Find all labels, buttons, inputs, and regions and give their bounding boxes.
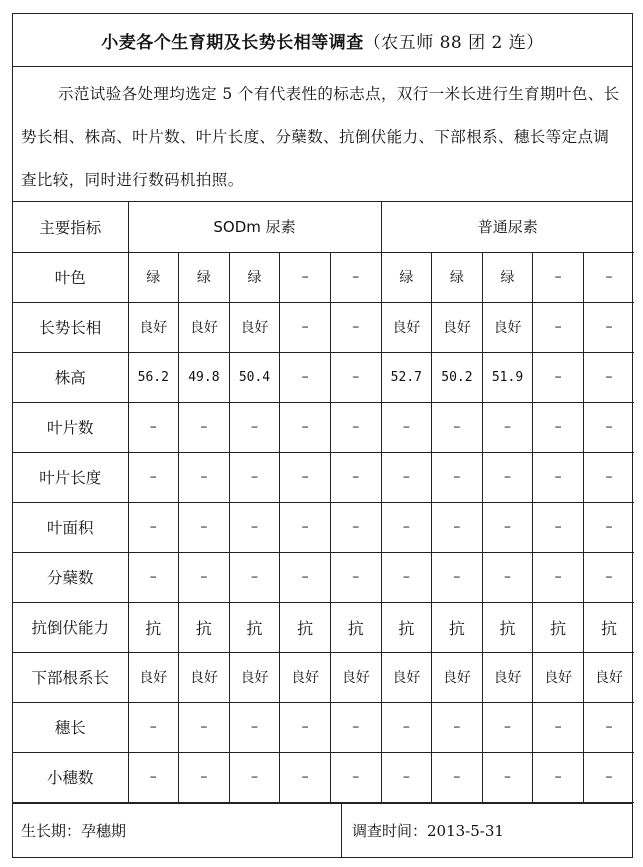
table-row: [13, 352, 634, 402]
table-cell: 良好: [381, 652, 432, 702]
document-title: [13, 14, 632, 67]
table-cell: 抗: [533, 602, 584, 652]
survey-sheet: [12, 13, 633, 858]
table-cell: 绿: [179, 252, 230, 302]
row-label: 叶色: [13, 252, 128, 302]
table-row: [13, 402, 634, 452]
table-cell: –: [533, 252, 584, 302]
survey-time: 调查时间：2013-5-31: [352, 822, 504, 840]
table-cell: –: [583, 702, 634, 752]
table-cell: 良好: [179, 302, 230, 352]
table-cell: –: [482, 752, 533, 802]
table-cell: –: [280, 452, 331, 502]
table-cell: 50.2: [432, 352, 483, 402]
table-cell: –: [330, 502, 381, 552]
table-cell: –: [381, 452, 432, 502]
table-cell: –: [533, 502, 584, 552]
row-label: 穗长: [13, 702, 128, 752]
table-cell: –: [432, 702, 483, 752]
table-row: [13, 752, 634, 802]
row-label: 小穗数: [13, 752, 128, 802]
table-cell: –: [280, 252, 331, 302]
header-indicator-label: 主要指标: [13, 202, 128, 252]
table-row: [13, 702, 634, 752]
row-label: 长势长相: [13, 302, 128, 352]
table-cell: –: [179, 552, 230, 602]
table-cell: –: [583, 352, 634, 402]
table-cell: 良好: [583, 652, 634, 702]
table-cell: 50.4: [229, 352, 280, 402]
table-cell: 良好: [229, 652, 280, 702]
table-cell: –: [179, 402, 230, 452]
title-suffix: （农五师 88 团 2 连）: [363, 32, 544, 53]
table-cell: –: [432, 452, 483, 502]
table-cell: –: [330, 402, 381, 452]
table-cell: –: [229, 702, 280, 752]
table-cell: –: [179, 452, 230, 502]
table-cell: 抗: [280, 602, 331, 652]
table-cell: 良好: [533, 652, 584, 702]
table-row: [13, 602, 634, 652]
table-cell: –: [229, 552, 280, 602]
table-cell: –: [330, 702, 381, 752]
row-label: 叶片长度: [13, 452, 128, 502]
footer-row: [13, 803, 632, 858]
table-cell: 良好: [229, 302, 280, 352]
table-cell: 绿: [432, 252, 483, 302]
table-cell: –: [330, 452, 381, 502]
table-cell: 抗: [482, 602, 533, 652]
group-header-sodm: SODm 尿素: [128, 202, 381, 252]
table-cell: –: [583, 502, 634, 552]
table-cell: –: [432, 502, 483, 552]
table-cell: 49.8: [179, 352, 230, 402]
table-cell: 绿: [482, 252, 533, 302]
table-cell: –: [229, 402, 280, 452]
table-row: [13, 552, 634, 602]
table-cell: –: [179, 702, 230, 752]
table-cell: –: [482, 502, 533, 552]
table-cell: 51.9: [482, 352, 533, 402]
table-cell: –: [280, 402, 331, 452]
table-cell: –: [280, 752, 331, 802]
table-row: [13, 652, 634, 702]
table-cell: –: [128, 752, 179, 802]
table-row: [13, 452, 634, 502]
table-cell: –: [128, 702, 179, 752]
table-cell: –: [280, 502, 331, 552]
table-cell: –: [583, 552, 634, 602]
table-cell: –: [533, 302, 584, 352]
table-cell: –: [229, 502, 280, 552]
table-cell: –: [330, 252, 381, 302]
table-cell: 良好: [128, 302, 179, 352]
table-cell: –: [583, 752, 634, 802]
table-cell: –: [280, 552, 331, 602]
table-cell: –: [533, 752, 584, 802]
table-cell: –: [583, 452, 634, 502]
table-row: [13, 502, 634, 552]
table-row: [13, 302, 634, 352]
table-cell: –: [280, 702, 331, 752]
table-cell: 56.2: [128, 352, 179, 402]
table-cell: 52.7: [381, 352, 432, 402]
table-cell: –: [533, 552, 584, 602]
table-cell: –: [179, 752, 230, 802]
table-cell: 抗: [330, 602, 381, 652]
table-cell: 良好: [179, 652, 230, 702]
table-header-row: [13, 202, 634, 252]
row-label: 株高: [13, 352, 128, 402]
table-cell: –: [482, 552, 533, 602]
group-header-normal: 普通尿素: [381, 202, 634, 252]
table-cell: 抗: [128, 602, 179, 652]
table-cell: 良好: [432, 652, 483, 702]
table-cell: 良好: [381, 302, 432, 352]
table-cell: –: [432, 552, 483, 602]
table-cell: –: [583, 302, 634, 352]
table-cell: –: [381, 552, 432, 602]
table-cell: –: [533, 352, 584, 402]
table-cell: 抗: [229, 602, 280, 652]
table-cell: –: [330, 552, 381, 602]
table-cell: –: [533, 402, 584, 452]
table-cell: 绿: [128, 252, 179, 302]
table-cell: –: [330, 352, 381, 402]
table-cell: –: [128, 402, 179, 452]
table-cell: –: [330, 752, 381, 802]
table-cell: –: [179, 502, 230, 552]
table-cell: –: [280, 302, 331, 352]
table-cell: –: [229, 452, 280, 502]
intro-paragraph: 示范试验各处理均选定 5 个有代表性的标志点，双行一米长进行生育期叶色、长势长相、株高、叶片数、叶片长度、分蘖数、抗倒伏能力、下部根系、穗长等定点调查比较，同时进行数码机拍照。: [13, 67, 632, 202]
table-cell: –: [583, 402, 634, 452]
table-cell: –: [482, 402, 533, 452]
table-cell: –: [533, 702, 584, 752]
table-cell: 良好: [280, 652, 331, 702]
growth-stage: 生长期：孕穗期: [13, 804, 342, 858]
table-cell: 良好: [432, 302, 483, 352]
row-label: 叶面积: [13, 502, 128, 552]
table-cell: –: [280, 352, 331, 402]
table-cell: –: [482, 702, 533, 752]
table-cell: 抗: [179, 602, 230, 652]
table-cell: 良好: [482, 302, 533, 352]
table-cell: –: [128, 502, 179, 552]
title-main: 小麦各个生育期及长势长相等调查: [101, 32, 364, 53]
table-cell: –: [229, 752, 280, 802]
table-cell: –: [381, 752, 432, 802]
row-label: 分蘖数: [13, 552, 128, 602]
table-row: [13, 252, 634, 302]
table-cell: –: [128, 552, 179, 602]
row-label: 叶片数: [13, 402, 128, 452]
table-cell: –: [381, 402, 432, 452]
table-cell: –: [432, 752, 483, 802]
table-cell: 良好: [330, 652, 381, 702]
table-cell: 绿: [381, 252, 432, 302]
table-cell: –: [533, 452, 584, 502]
row-label: 下部根系长: [13, 652, 128, 702]
indicator-table: [13, 202, 634, 803]
table-cell: –: [330, 302, 381, 352]
row-label: 抗倒伏能力: [13, 602, 128, 652]
table-cell: 良好: [128, 652, 179, 702]
table-cell: –: [432, 402, 483, 452]
table-cell: –: [482, 452, 533, 502]
table-cell: 良好: [482, 652, 533, 702]
table-cell: –: [381, 502, 432, 552]
table-cell: –: [128, 452, 179, 502]
table-cell: 抗: [432, 602, 483, 652]
table-cell: –: [583, 252, 634, 302]
table-cell: 抗: [583, 602, 634, 652]
table-cell: 绿: [229, 252, 280, 302]
table-cell: 抗: [381, 602, 432, 652]
table-cell: –: [381, 702, 432, 752]
